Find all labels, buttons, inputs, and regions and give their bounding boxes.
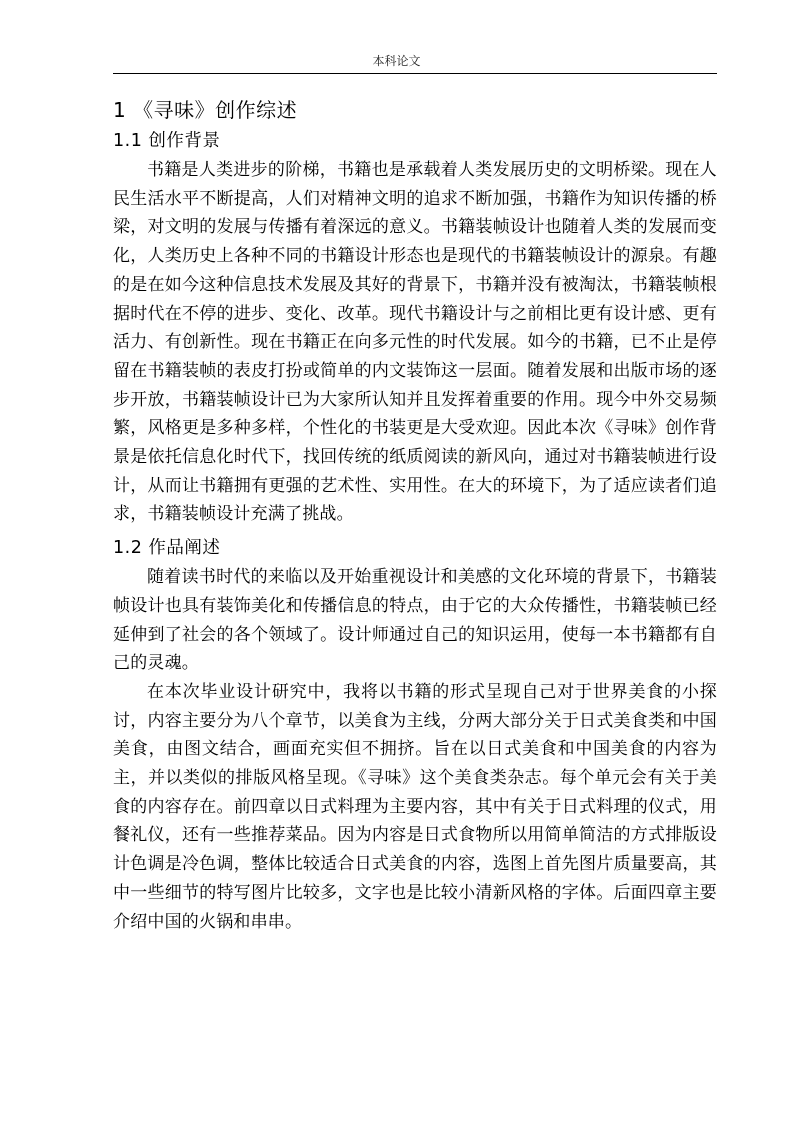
header-divider	[113, 73, 717, 74]
running-header: 本科论文	[372, 54, 421, 68]
section-background	[113, 126, 717, 529]
page-content	[113, 94, 717, 936]
body-paragraph: 随着读书时代的来临以及开始重视设计和美感的文化环境的背景下，书籍装帧设计也具有装饰美化和传播信息的特点，由于它的大众传播性，书籍装帧已经延伸到了社会的各个领域了。设计师通过自己的知识运用，使每一本书籍都有自己的灵魂。	[113, 567, 717, 674]
body-paragraph: 书籍是人类进步的阶梯，书籍也是承载着人类发展历史的文明桥梁。现在人民生活水平不断提高，人们对精神文明的追求不断加强，书籍作为知识传播的桥梁，对文明的发展与传播有着深远的意义。书籍装帧设计也随着人类的发展而变化，人类历史上各种不同的书籍设计形态也是现代的书籍装帧设计的源泉。有趣的是在如今这种信息技术发展及其好的背景下，书籍并没有被淘汰，书籍装帧根据时代在不停的进步、变化、改革。现代书籍设计与之前相比更有设计感、更有活力、有创新性。现在书籍正在向多元性的时代发展。如今的书籍，已不止是停留在书籍装帧的表皮打扮或简单的内文装饰这一层面。随着发展和出版市场的逐步开放，书籍装帧设计已为大家所认知并且发挥着重要的作用。现今中外交易频繁，风格更是多种多样，个性化的书装更是大受欢迎。因此本次《寻味》创作背景是依托信息化时代下，找回传统的纸质阅读的新风向，通过对书籍装帧进行设计，从而让书籍拥有更强的艺术性、实用性。在大的环境下，为了适应读者们追求，书籍装帧设计充满了挑战。	[113, 160, 717, 525]
body-paragraph: 在本次毕业设计研究中，我将以书籍的形式呈现自己对于世界美食的小探讨，内容主要分为八个章节，以美食为主线，分两大部分关于日式美食类和中国美食，由图文结合，画面充实但不拥挤。旨在以日式美食和中国美食的内容为主，并以类似的排版风格呈现。《寻味》这个美食类杂志。每个单元会有关于美食的内容存在。前四章以日式料理为主要内容，其中有关于日式料理的仪式，用餐礼仪，还有一些推荐菜品。因为内容是日式食物所以用简单简洁的方式排版设计色调是冷色调，整体比较适合日式美食的内容，选图上首先图片质量要高，其中一些细节的特写图片比较多，文字也是比较小清新风格的字体。后面四章主要介绍中国的火锅和串串。	[113, 681, 717, 932]
section-description	[113, 533, 717, 936]
section-heading: 1.2 作品阐述	[113, 538, 221, 559]
chapter-heading: 1 《寻味》创作综述	[113, 98, 298, 122]
section-heading: 1.1 创作背景	[113, 131, 221, 151]
